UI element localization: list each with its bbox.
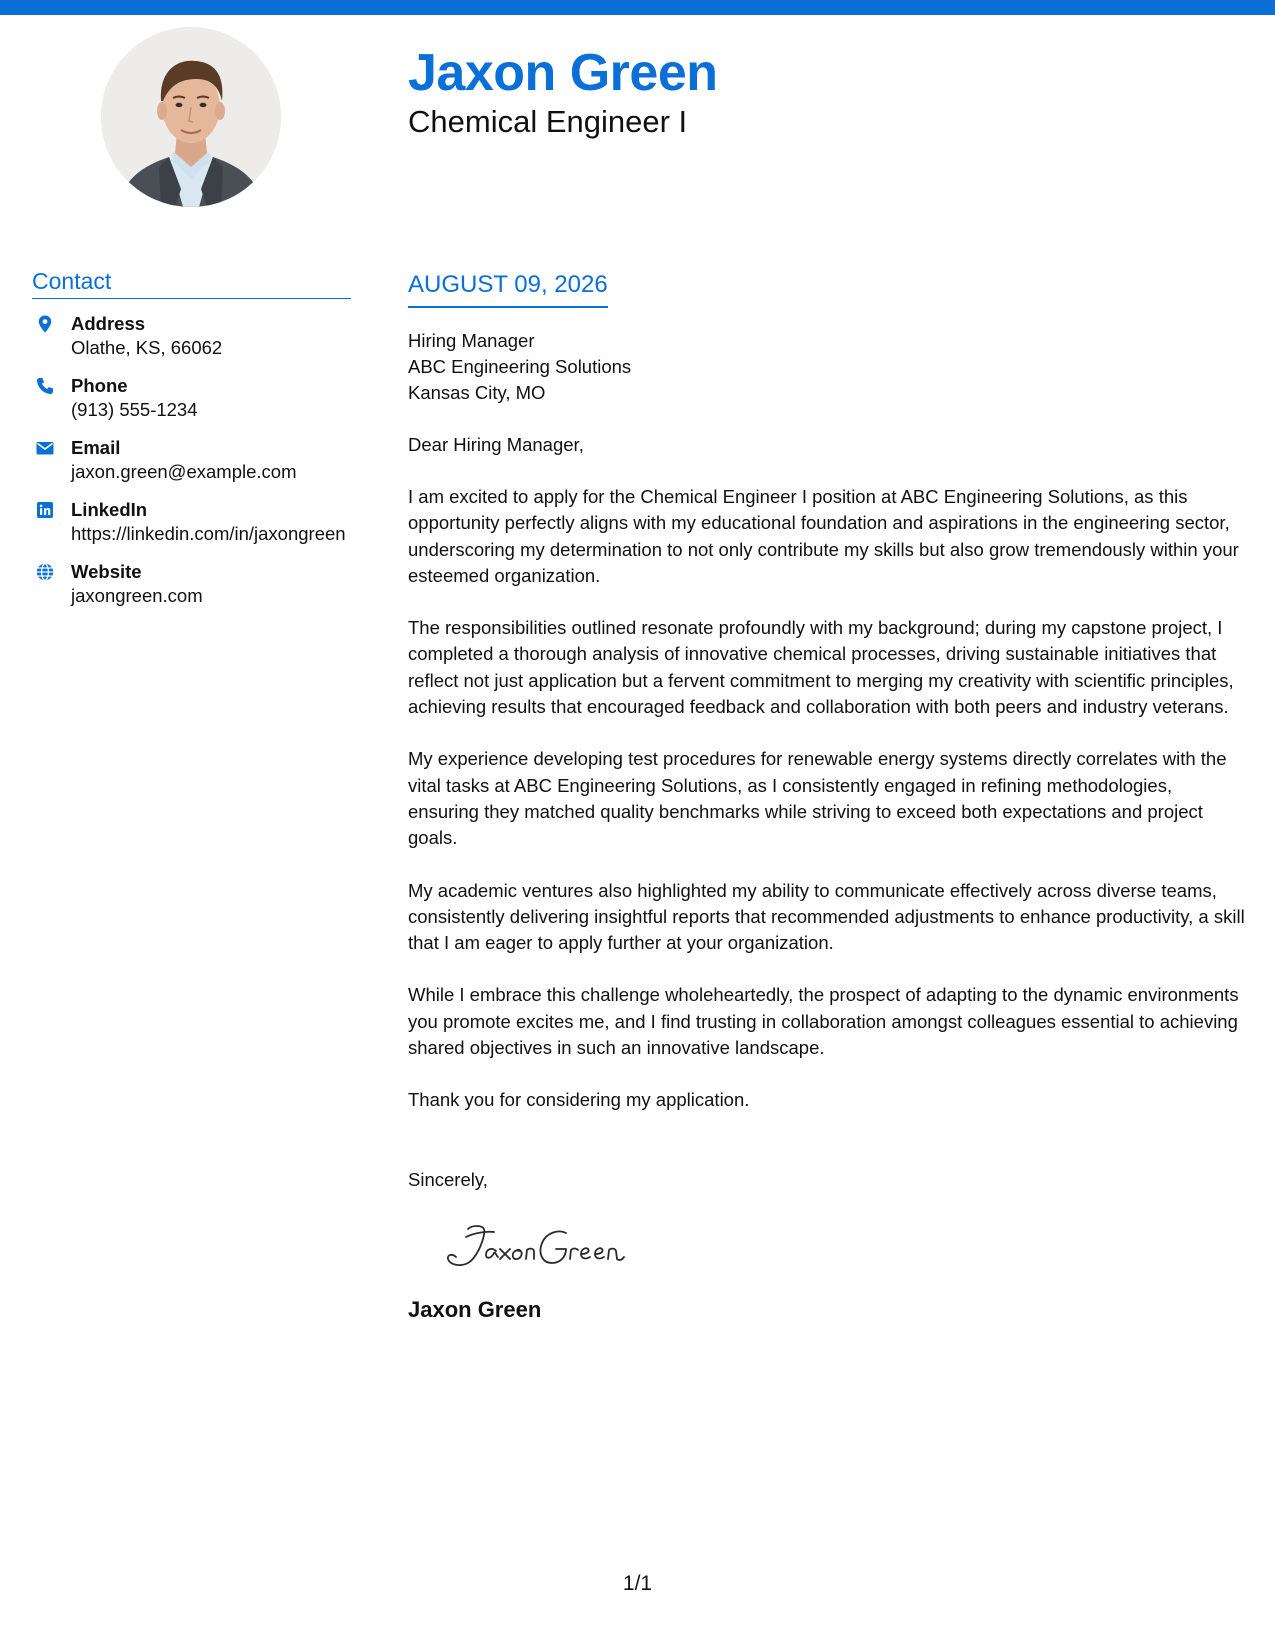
letter-paragraph: My academic ventures also highlighted my ability to communicate effectively across diverse teams, consistently delivering insightful reports that recommended adjustments to enhance productivity, a skill that I am eager to apply further at your organization.: [408, 879, 1245, 954]
letter-paragraph: My experience developing test procedures for renewable energy systems directly correlates with the vital tasks at ABC Engineering Solutions, as I consistently engaged in refining methodologies, ensuring they matched quality benchmarks while striving to exceed both expectations and project goals.: [408, 748, 1227, 849]
linkedin-label: LinkedIn: [71, 499, 148, 520]
contact-item-address: [32, 312, 351, 360]
applicant-name: Jaxon Green: [408, 44, 718, 102]
job-title: Chemical Engineer I: [408, 104, 688, 139]
email-value[interactable]: jaxon.green@example.com: [71, 461, 297, 482]
phone-icon: [35, 376, 55, 396]
closing: Sincerely,: [408, 1168, 488, 1190]
contact-list: [32, 312, 351, 608]
website-value[interactable]: jaxongreen.com: [71, 585, 203, 606]
linkedin-icon: [35, 500, 55, 520]
recipient-line: Hiring Manager: [408, 330, 535, 351]
recipient-block: [408, 328, 1248, 406]
top-accent-bar: [0, 0, 1275, 15]
signer-name: Jaxon Green: [408, 1296, 542, 1322]
letter-paragraph: The responsibilities outlined resonate profoundly with my background; during my capstone project, I completed a thorough analysis of innovative chemical processes, driving sustainable initiatives that reflect not just application but a fervent commitment to merging my creativity with scientific principles, achieving results that encouraged feedback and collaboration with both peers and industry veterans.: [408, 617, 1234, 718]
contact-item-phone: [32, 374, 351, 422]
handwritten-signature: [438, 1217, 658, 1273]
letter-date: AUGUST 09, 2026: [408, 268, 608, 308]
page-number: 1/1: [622, 1572, 653, 1595]
address-label: Address: [71, 313, 146, 334]
contact-item-website: [32, 560, 351, 608]
letter-body: [408, 268, 1248, 1325]
globe-icon: [35, 562, 55, 582]
contact-sidebar: [32, 266, 351, 622]
letter-paragraph: I am excited to apply for the Chemical Engineer I position at ABC Engineering Solutions, as this opportunity perfectly aligns with my educational foundation and aspirations in the engineering sector, underscoring my determination to not only contribute my skills but also grow tremendously within your esteemed organization.: [408, 486, 1239, 586]
contact-item-linkedin: [32, 498, 351, 546]
email-label: Email: [71, 437, 121, 458]
contact-heading: Contact: [32, 266, 351, 299]
phone-value: (913) 555-1234: [71, 399, 198, 420]
email-icon: [35, 438, 55, 458]
phone-label: Phone: [71, 375, 128, 396]
recipient-line: ABC Engineering Solutions: [408, 356, 632, 377]
map-pin-icon: [35, 314, 55, 334]
website-label: Website: [71, 561, 142, 582]
recipient-line: Kansas City, MO: [408, 382, 546, 403]
linkedin-value[interactable]: https://linkedin.com/in/jaxongreen: [71, 523, 346, 544]
contact-item-email: [32, 436, 351, 484]
letter-paragraph: Thank you for considering my application.: [408, 1089, 750, 1111]
address-value: Olathe, KS, 66062: [71, 337, 223, 358]
profile-photo: [101, 27, 281, 207]
salutation: Dear Hiring Manager,: [408, 434, 584, 455]
letter-paragraph: While I embrace this challenge wholeheartedly, the prospect of adapting to the dynamic environments you promote excites me, and I find trusting in collaboration amongst colleagues essential to achieving shared objectives in such an innovative landscape.: [408, 984, 1239, 1059]
